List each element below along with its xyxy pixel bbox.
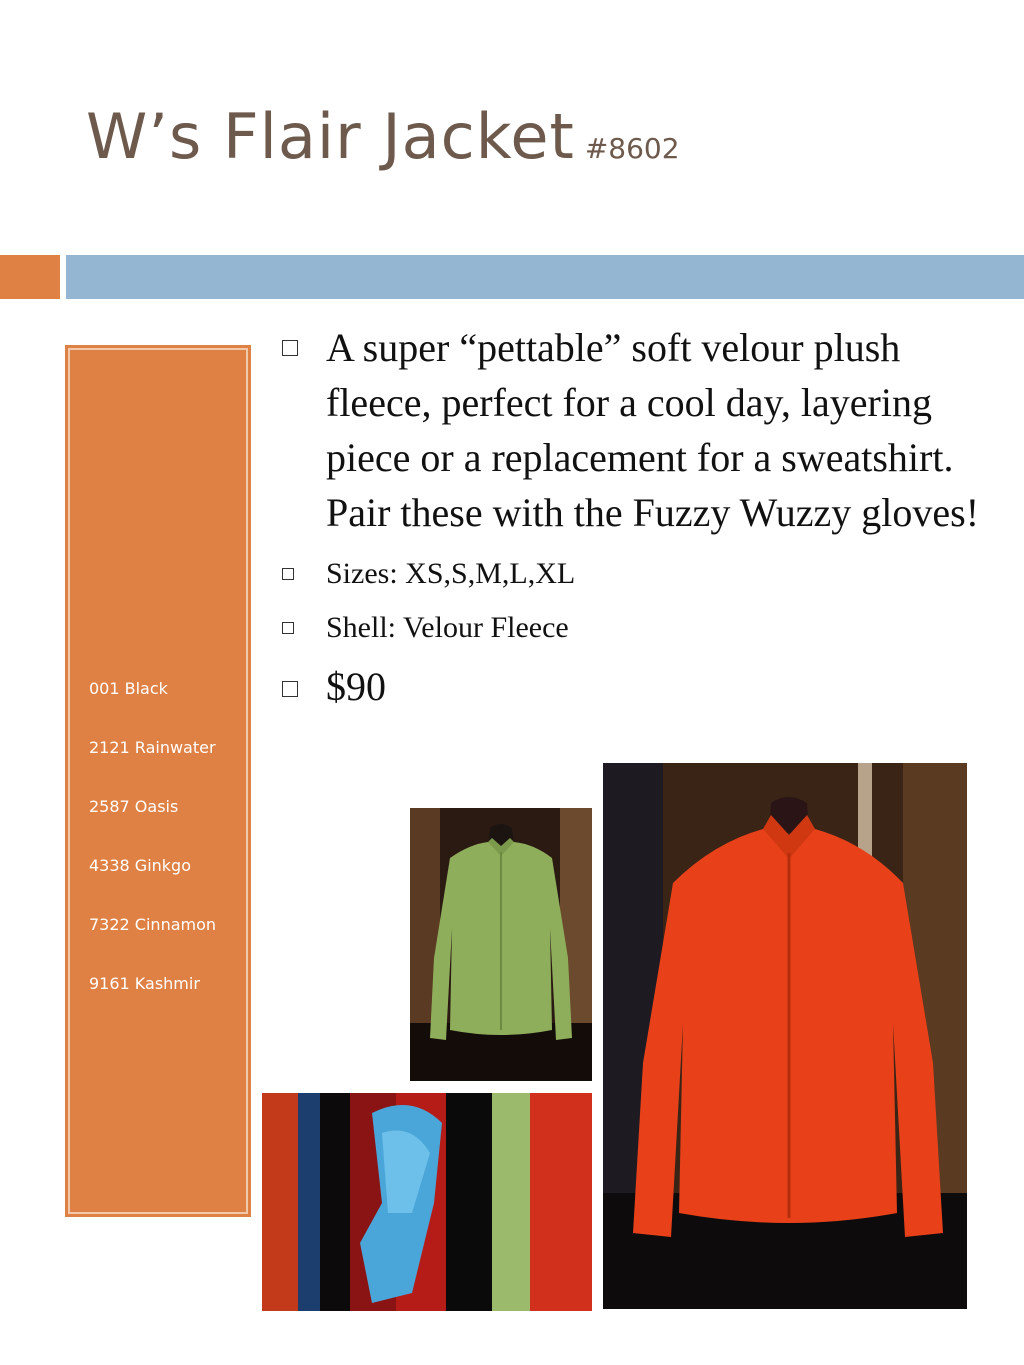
description-text: A super “pettable” soft velour plush fleece, perfect for a cool day, layering piece or a replacement for a sweatshirt. Pair these with the Fuzzy Wuzzy gloves! — [326, 325, 980, 535]
color-sidebar — [65, 345, 251, 1217]
accent-bar-blue — [66, 255, 1024, 299]
title-main: W’s Flair Jacket — [86, 100, 575, 173]
color-item: 4338 Ginkgo — [89, 856, 191, 875]
color-list — [89, 675, 229, 1029]
square-bullet-icon — [282, 568, 294, 580]
bullet-description — [280, 320, 1010, 540]
square-bullet-icon — [282, 622, 294, 634]
color-item: 001 Black — [89, 679, 168, 698]
product-number: #8602 — [584, 132, 680, 165]
bullet-list — [280, 320, 1010, 712]
green-jacket-photo — [410, 808, 592, 1081]
orange-jacket-photo — [603, 763, 967, 1309]
bullet-price — [280, 662, 1010, 712]
slide-title — [86, 100, 680, 173]
jacket-assortment-photo — [262, 1093, 592, 1311]
accent-bar-orange — [0, 255, 60, 299]
sizes-text: Sizes: XS,S,M,L,XL — [326, 557, 576, 590]
shell-text: Shell: Velour Fleece — [326, 611, 569, 644]
bullet-shell — [280, 608, 1010, 648]
square-bullet-icon — [282, 681, 298, 697]
color-item: 2587 Oasis — [89, 797, 179, 816]
price-text: $90 — [326, 664, 386, 709]
color-item: 9161 Kashmir — [89, 974, 200, 993]
color-item: 7322 Cinnamon — [89, 915, 217, 934]
color-item: 2121 Rainwater — [89, 738, 216, 757]
bullet-sizes — [280, 554, 1010, 594]
square-bullet-icon — [282, 340, 298, 356]
